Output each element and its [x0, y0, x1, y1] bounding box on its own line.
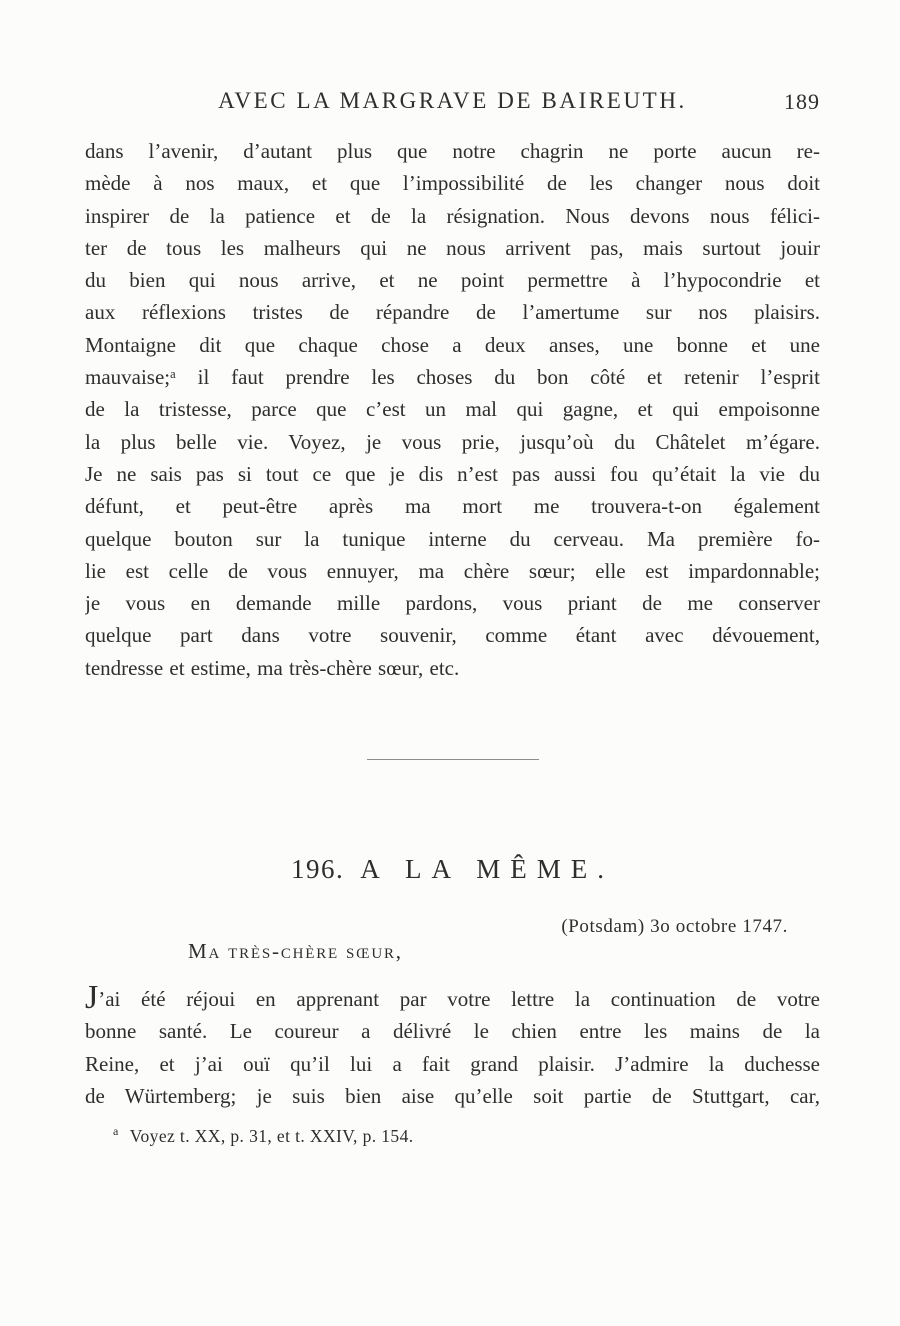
- text-line: Je ne sais pas si tout ce que je dis n’est pas aussi fou qu’était la vie du: [85, 461, 820, 486]
- text-line: du bien qui nous arrive, et ne point permettre à l’hypocondrie et: [85, 268, 820, 293]
- running-header: [85, 88, 820, 118]
- text-line: lie est celle de vous ennuyer, ma chère sœur; elle est impardonnable;: [85, 558, 820, 583]
- text-line: quelque part dans votre souvenir, comme étant avec dévouement,: [85, 623, 820, 648]
- text-line: je vous en demande mille pardons, vous priant de me conserver: [85, 591, 820, 616]
- footnote-text: Voyez t. XX, p. 31, et t. XXIV, p. 154.: [129, 1125, 414, 1146]
- text-line: de la tristesse, parce que c’est un mal qui gagne, et qui empoisonne: [85, 397, 820, 422]
- text-line-rest: ’ai été réjoui en apprenant par votre lettre la continuation de votre: [98, 987, 820, 1011]
- text-line: [85, 983, 820, 1015]
- section-divider: [85, 759, 820, 760]
- footnote: [113, 1124, 414, 1147]
- text-line: de Würtemberg; je suis bien aise qu’elle soit partie de Stuttgart, car,: [85, 1083, 820, 1108]
- letter-title: A LA MÊME.: [360, 854, 614, 884]
- letter-number: 196.: [290, 854, 345, 884]
- footnote-marker: a: [113, 1124, 119, 1138]
- text-line: mauvaise;ᵃ il faut prendre les choses du bon côté et retenir l’esprit: [85, 365, 820, 390]
- text-line: mède à nos maux, et que l’impossibilité de les changer nous doit: [85, 171, 820, 196]
- text-line: tendresse et estime, ma très-chère sœur, etc.: [85, 655, 460, 680]
- letter-196-body: [85, 983, 820, 1112]
- drop-cap-initial: J: [85, 983, 99, 1016]
- text-line: quelque bouton sur la tunique interne du cerveau. Ma première fo-: [85, 526, 820, 551]
- text-line: inspirer de la patience et de la résignation. Nous devons nous félici-: [85, 203, 820, 228]
- letter-heading: [85, 854, 820, 885]
- letter-195-continuation: [85, 135, 820, 684]
- salutation: Ma très-chère sœur,: [188, 939, 403, 963]
- text-line: la plus belle vie. Voyez, je vous prie, jusqu’où du Châtelet m’égare.: [85, 429, 820, 454]
- dateline: (Potsdam) 3o octobre 1747.: [561, 916, 788, 937]
- text-line: Montaigne dit que chaque chose a deux anses, une bonne et une: [85, 332, 820, 357]
- text-line: dans l’avenir, d’autant plus que notre chagrin ne porte aucun re-: [85, 139, 820, 163]
- running-header-title: AVEC LA MARGRAVE DE BAIREUTH.: [218, 88, 687, 113]
- text-line: Reine, et j’ai ouï qu’il lui a fait grand plaisir. J’admire la duchesse: [85, 1051, 820, 1076]
- text-line: défunt, et peut-être après ma mort me trouvera-t-on également: [85, 494, 820, 519]
- text-line: ter de tous les malheurs qui ne nous arrivent pas, mais surtout jouir: [85, 235, 820, 260]
- divider-rule: [367, 759, 539, 760]
- text-line: aux réflexions tristes de répandre de l’amertume sur nos plaisirs.: [85, 300, 820, 325]
- text-line: bonne santé. Le coureur a délivré le chien entre les mains de la: [85, 1019, 820, 1044]
- page-number: 189: [784, 89, 820, 114]
